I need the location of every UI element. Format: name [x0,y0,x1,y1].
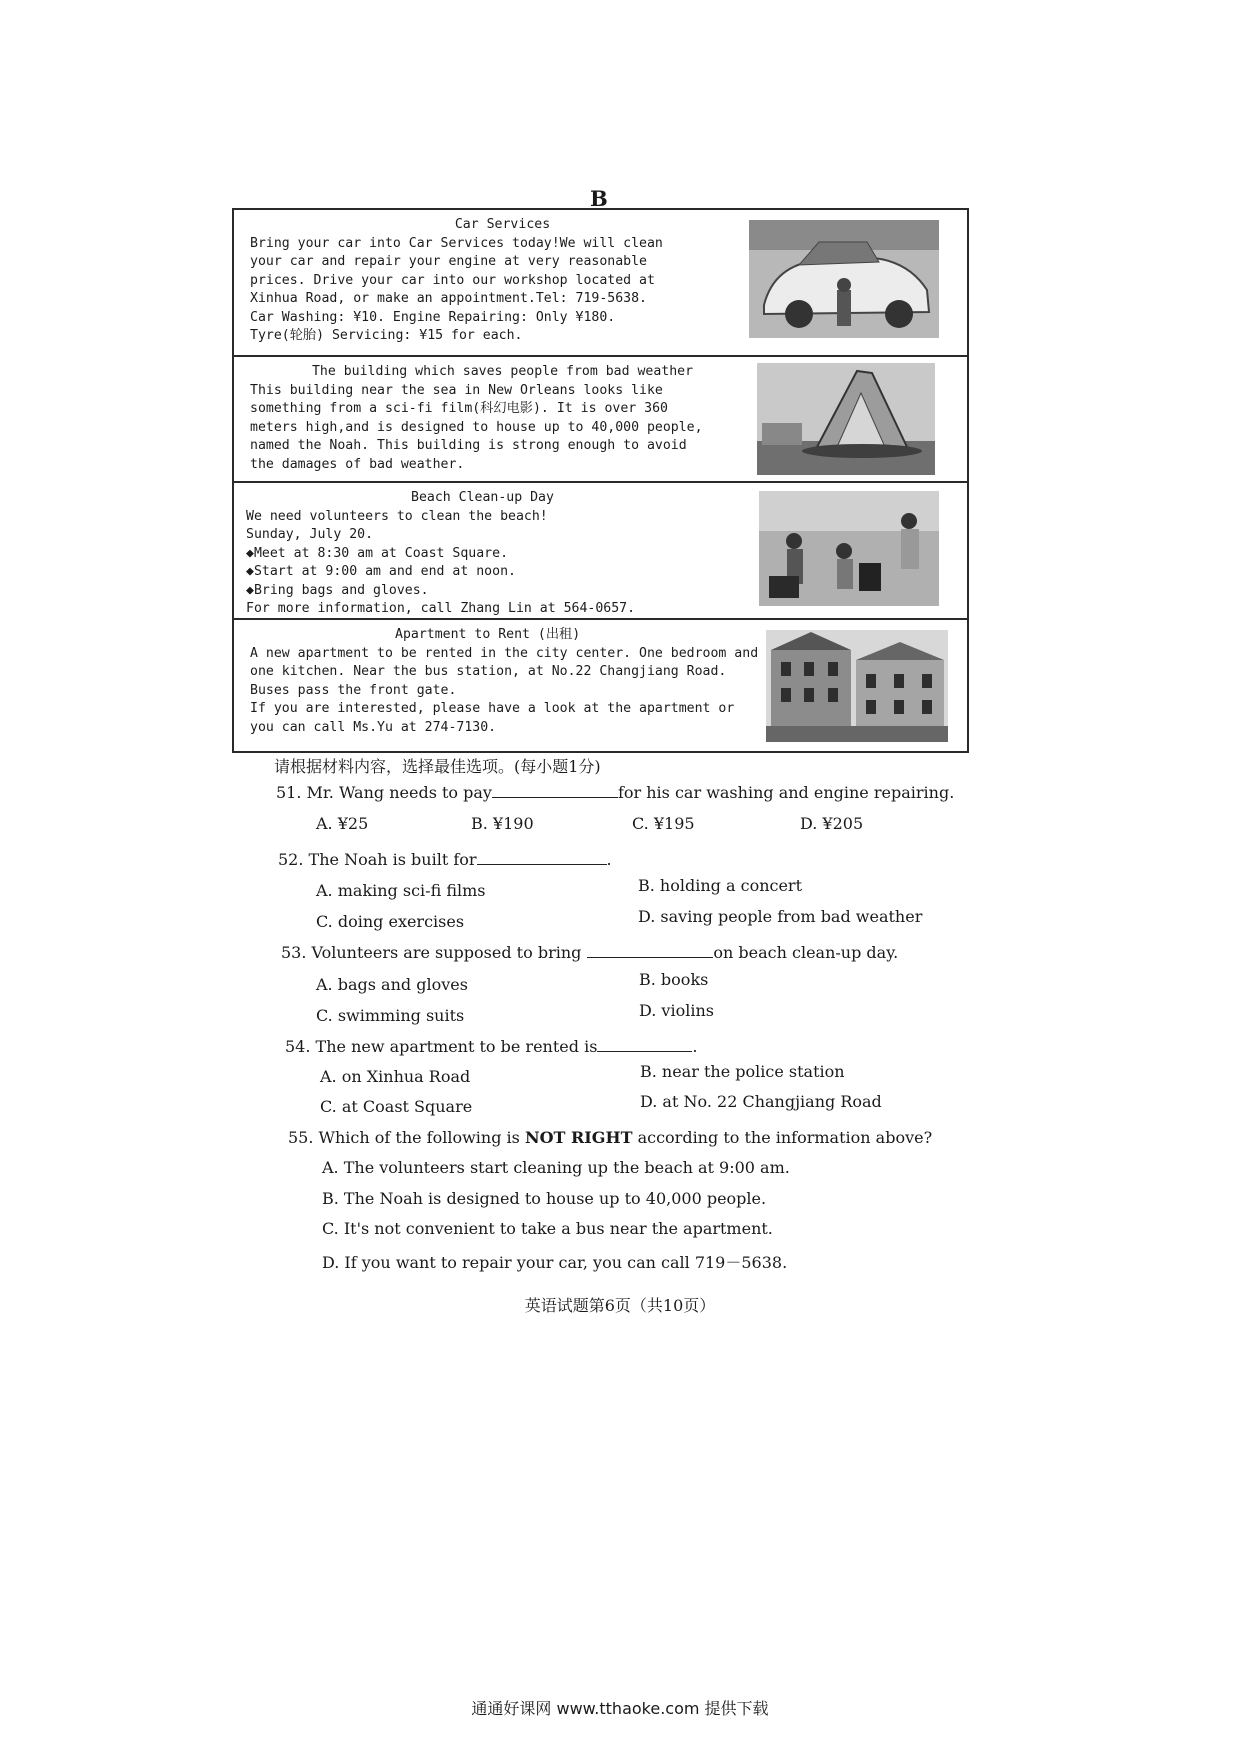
question-51 [276,783,954,802]
question-stem-end: . [692,1037,698,1056]
option-52d: D. saving people from bad weather [638,907,923,926]
question-54 [285,1037,698,1056]
question-stem: 52. The Noah is built for [278,850,477,869]
option-52a: A. making sci-fi films [316,881,486,900]
beach-cleanup-photo [759,491,939,606]
answer-blank [492,797,618,798]
instruction: 请根据材料内容，选择最佳选项。(每小题1分) [274,757,601,776]
answer-blank [477,864,607,865]
option-51a: A. ¥25 [316,814,369,833]
question-stem-end: for his car washing and engine repairing. [617,783,955,802]
ad-line: ◆Bring bags and gloves. [246,582,429,598]
ad-line: your car and repair your engine at very reasonable [250,254,647,269]
ad-title: Car Services [454,217,551,232]
option-54b: B. near the police station [640,1062,845,1081]
option-53d: D. violins [639,1001,714,1020]
question-55 [288,1128,932,1147]
option-53c: C. swimming suits [316,1006,465,1025]
ad-text [250,363,755,474]
ad-text [246,489,751,619]
option-54c: C. at Coast Square [320,1097,473,1116]
ad-line: meters high,and is designed to house up to 40,000 people, [250,419,703,435]
question-stem-end: according to the information above? [637,1128,933,1147]
ad-title: Beach Clean-up Day [411,490,554,505]
site-footer: 通通好课网 www.tthaoke.com 提供下载 [471,1699,769,1718]
option-51c: C. ¥195 [632,814,695,833]
ad-line: Tyre(轮胎) Servicing: ¥15 for each. [250,328,523,343]
ad-line: ◆Meet at 8:30 am at Coast Square. [246,545,509,561]
question-stem: 55. Which of the following is [288,1128,520,1147]
option-52b: B. holding a concert [638,876,803,895]
question-stem: 54. The new apartment to be rented is [285,1037,598,1056]
ad-line: Buses pass the front gate. [250,682,457,698]
ad-line: you can call Ms.Yu at 274-7130. [250,719,497,735]
ad-line: A new apartment to be rented in the city center. One bedroom and [250,645,759,661]
ad-line: Car Washing: ¥10. Engine Repairing: Only ¥180. [250,309,616,325]
ad-line: Xinhua Road, or make an appointment.Tel: 719-5638. [250,291,647,306]
question-52 [278,850,612,869]
answer-blank [597,1051,692,1052]
option-55b: B. The Noah is designed to house up to 40,000 people. [322,1189,767,1208]
ad-beach-cleanup [234,481,967,618]
car-photo [749,220,939,338]
ad-car-services [234,210,967,355]
option-51d: D. ¥205 [800,814,864,833]
option-52c: C. doing exercises [316,912,465,931]
option-54d: D. at No. 22 Changjiang Road [640,1092,882,1111]
ad-line: This building near the sea in New Orleans looks like [250,382,663,398]
question-emphasis: NOT RIGHT [524,1128,633,1147]
option-53b: B. books [639,970,709,989]
ad-line: ◆Start at 9:00 am and end at noon. [246,564,516,579]
question-stem-end: on beach clean-up day. [713,943,899,962]
ad-line: named the Noah. This building is strong enough to avoid [250,438,687,453]
question-stem: 53. Volunteers are supposed to bring [281,943,582,962]
option-51b: B. ¥190 [471,814,534,833]
ad-text [250,626,759,737]
option-55c: C. It's not convenient to take a bus near the apartment. [322,1219,773,1238]
ad-line: one kitchen. Near the bus station, at No.22 Changjiang Road. [250,664,727,679]
ad-title: The building which saves people from bad weather [311,364,694,379]
option-53a: A. bags and gloves [316,975,468,994]
ad-line: something from a sci-fi film(科幻电影). It is over 360 [250,401,668,416]
ad-line: prices. Drive your car into our workshop located at [250,272,655,288]
ad-text [250,216,755,346]
question-stem-end: . [606,850,612,869]
section-heading: B [590,186,608,211]
question-53 [281,943,898,962]
ad-line: Sunday, July 20. [246,527,374,542]
question-stem: 51. Mr. Wang needs to pay [276,783,492,802]
option-55d: D. If you want to repair your car, you can call 719－5638. [322,1253,788,1272]
option-54a: A. on Xinhua Road [320,1067,471,1086]
ad-line: the damages of bad weather. [250,456,465,472]
noah-building-photo [757,363,935,475]
ad-apartment [234,618,967,753]
apartment-photo [766,630,948,742]
ad-line: If you are interested, please have a look at the apartment or [250,701,735,716]
ad-line: We need volunteers to clean the beach! [246,508,548,524]
ad-noah-building [234,355,967,481]
page-number-footer: 英语试题第6页（共10页） [524,1296,716,1315]
answer-blank [587,957,713,958]
option-55a: A. The volunteers start cleaning up the beach at 9:00 am. [322,1158,790,1177]
ad-line: Bring your car into Car Services today!We will clean [250,235,663,251]
ad-line: For more information, call Zhang Lin at 564-0657. [246,601,636,616]
advertisement-panel [232,208,969,753]
ad-title: Apartment to Rent (出租) [395,627,581,642]
